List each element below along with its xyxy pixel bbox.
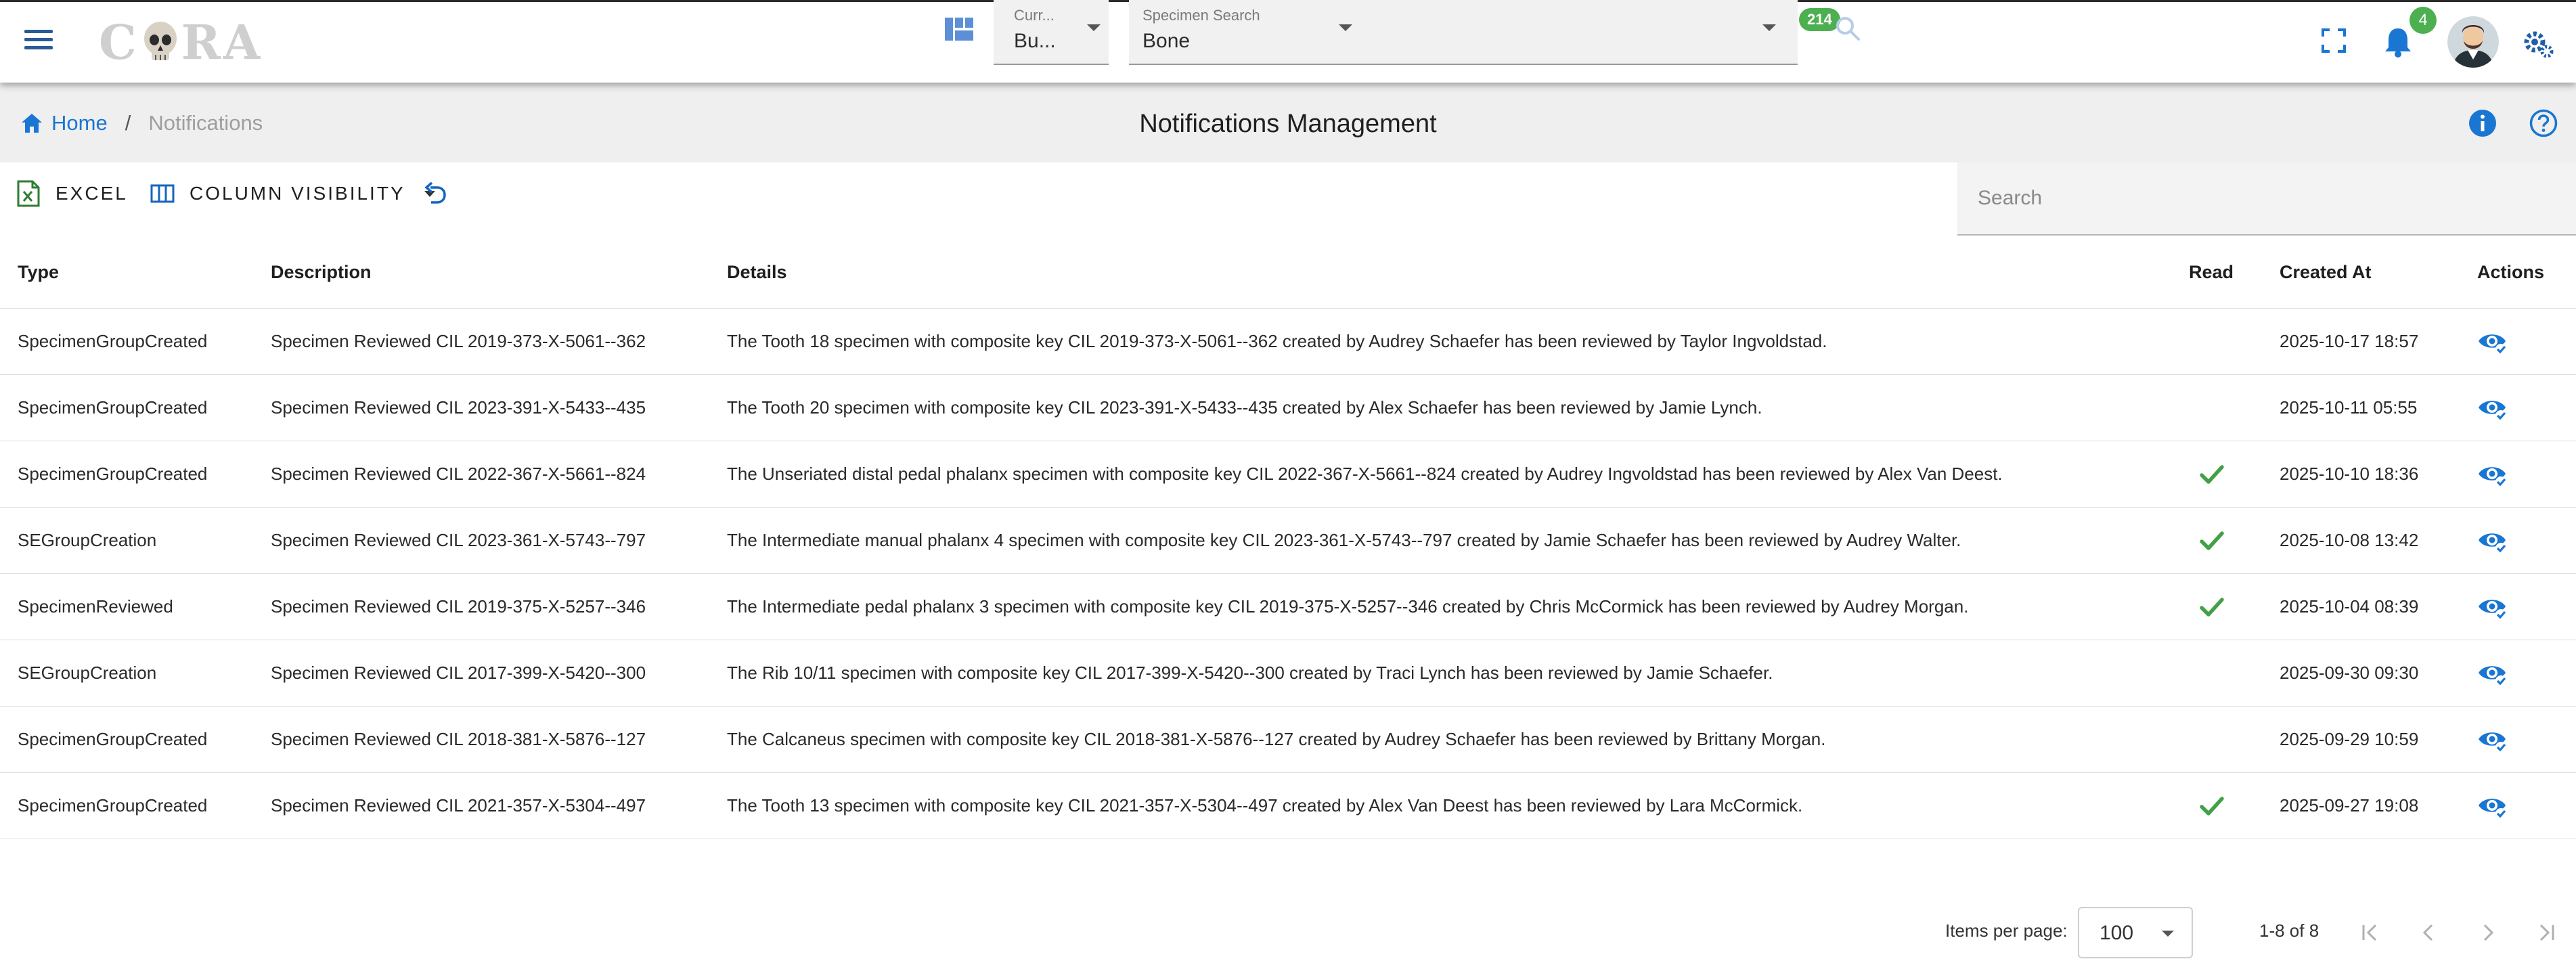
eye-icon[interactable] — [2477, 526, 2507, 556]
excel-export-label: EXCEL — [55, 183, 128, 204]
view-action-button[interactable] — [2477, 441, 2507, 507]
cell-type: SEGroupCreation — [18, 530, 157, 550]
breadcrumb-home-link[interactable] — [20, 111, 108, 135]
column-header-details[interactable]: Details — [727, 262, 787, 282]
info-icon[interactable] — [2468, 108, 2497, 138]
excel-export-button[interactable] — [16, 175, 128, 213]
chevron-down-icon — [1087, 24, 1101, 31]
cell-read — [2200, 508, 2224, 573]
eye-icon[interactable] — [2477, 460, 2507, 489]
paginator — [0, 906, 2576, 960]
avatar[interactable] — [2447, 16, 2499, 68]
cell-created-at: 2025-09-29 10:59 — [2280, 729, 2419, 749]
column-visibility-label: COLUMN VISIBILITY — [190, 183, 405, 204]
cell-created-at: 2025-10-08 13:42 — [2280, 530, 2419, 550]
table-row[interactable] — [0, 508, 2576, 574]
table-body — [0, 309, 2576, 839]
cell-read — [2200, 574, 2224, 640]
top-app-bar — [0, 0, 2576, 83]
page-range-label: 1-8 of 8 — [2259, 920, 2319, 941]
search-icon[interactable] — [1834, 15, 1861, 42]
current-selector[interactable] — [994, 0, 1109, 65]
column-header-read[interactable]: Read — [2189, 262, 2234, 282]
check-icon — [2200, 464, 2224, 485]
first-page-icon[interactable] — [2353, 915, 2388, 950]
columns-icon — [150, 184, 175, 203]
items-per-page-select[interactable] — [2078, 907, 2193, 958]
cell-details: The Intermediate manual phalanx 4 specimen with composite key CIL 2023-361-X-5743--797 created by Jamie Schaefer has been reviewed by Audrey Walter. — [727, 530, 1961, 550]
cell-description: Specimen Reviewed CIL 2018-381-X-5876--127 — [271, 729, 646, 749]
specimen-search-value: Bone — [1142, 30, 1191, 52]
dashboard-icon[interactable] — [945, 18, 973, 41]
gear-icon[interactable] — [2523, 27, 2554, 58]
cell-type: SpecimenGroupCreated — [18, 729, 208, 749]
cell-type: SEGroupCreation — [18, 663, 157, 683]
eye-icon[interactable] — [2477, 791, 2507, 821]
cell-read — [2200, 441, 2224, 507]
logo-letters: RA — [181, 14, 263, 70]
cell-type: SpecimenGroupCreated — [18, 397, 208, 418]
previous-page-icon[interactable] — [2411, 915, 2446, 950]
page-title: Notifications Management — [1139, 110, 1437, 138]
cell-description: Specimen Reviewed CIL 2019-373-X-5061--362 — [271, 331, 646, 351]
cell-created-at: 2025-10-17 18:57 — [2280, 331, 2419, 351]
cell-details: The Intermediate pedal phalanx 3 specimen with composite key CIL 2019-375-X-5257--346 created by Chris McCormick has been reviewed by Audrey Morgan. — [727, 596, 1969, 617]
skull-logo-icon — [141, 20, 180, 64]
table-row[interactable] — [0, 707, 2576, 773]
cell-details: The Tooth 18 specimen with composite key CIL 2019-373-X-5061--362 created by Audrey Schaefer has been reviewed by Taylor Ingvoldstad. — [727, 331, 1827, 351]
chevron-down-icon — [1762, 24, 1776, 31]
cell-description: Specimen Reviewed CIL 2019-375-X-5257--346 — [271, 596, 646, 617]
view-action-button[interactable] — [2477, 773, 2507, 839]
items-per-page-label: Items per page: — [1945, 920, 2068, 941]
cell-created-at: 2025-09-27 19:08 — [2280, 795, 2419, 816]
column-visibility-button[interactable] — [150, 175, 435, 213]
undo-icon — [422, 181, 448, 206]
bell-icon[interactable] — [2382, 26, 2414, 58]
cell-type: SpecimenReviewed — [18, 596, 173, 617]
items-per-page-value: 100 — [2100, 922, 2134, 944]
current-selector-value: Bu... — [1014, 30, 1056, 52]
table-row[interactable] — [0, 309, 2576, 375]
check-icon — [2200, 796, 2224, 816]
breadcrumb — [20, 111, 263, 135]
page-header — [0, 83, 2576, 162]
current-selector-label: Curr... — [1014, 7, 1054, 24]
next-page-icon[interactable] — [2470, 915, 2506, 950]
specimen-search-label: Specimen Search — [1142, 7, 1260, 24]
fullscreen-icon[interactable] — [2322, 28, 2346, 53]
cell-created-at: 2025-10-10 18:36 — [2280, 464, 2419, 484]
cell-details: The Rib 10/11 specimen with composite key CIL 2017-399-X-5420--300 created by Traci Lynch has been reviewed by Jamie Schaefer. — [727, 663, 1773, 683]
eye-icon[interactable] — [2477, 725, 2507, 755]
cell-created-at: 2025-10-04 08:39 — [2280, 596, 2419, 617]
column-header-description[interactable]: Description — [271, 262, 372, 282]
last-page-icon[interactable] — [2529, 915, 2564, 950]
excel-icon — [16, 179, 41, 208]
breadcrumb-home-label: Home — [51, 111, 108, 135]
table-row[interactable] — [0, 773, 2576, 839]
home-icon — [20, 112, 43, 134]
eye-icon[interactable] — [2477, 592, 2507, 622]
chevron-down-icon — [2162, 931, 2174, 937]
view-action-button[interactable] — [2477, 508, 2507, 573]
eye-icon[interactable] — [2477, 327, 2507, 357]
cell-type: SpecimenGroupCreated — [18, 331, 208, 351]
cell-type: SpecimenGroupCreated — [18, 795, 208, 816]
result-count-badge: 214 — [1799, 8, 1840, 31]
cell-created-at: 2025-09-30 09:30 — [2280, 663, 2419, 683]
column-header-actions: Actions — [2477, 262, 2545, 282]
cell-description: Specimen Reviewed CIL 2023-391-X-5433--435 — [271, 397, 646, 418]
table-header-row — [0, 237, 2576, 309]
notifications-table — [0, 237, 2576, 839]
table-row[interactable] — [0, 375, 2576, 441]
table-search-input[interactable] — [1957, 162, 2576, 234]
breadcrumb-current: Notifications — [148, 111, 263, 135]
column-header-type[interactable]: Type — [18, 262, 60, 282]
reset-button[interactable] — [422, 175, 448, 213]
cell-description: Specimen Reviewed CIL 2017-399-X-5420--300 — [271, 663, 646, 683]
logo-letter: C — [99, 14, 139, 70]
cell-read — [2200, 773, 2224, 839]
cell-details: The Tooth 20 specimen with composite key CIL 2023-391-X-5433--435 created by Alex Schaefer has been reviewed by Jamie Lynch. — [727, 397, 1762, 418]
chevron-down-icon — [1339, 24, 1352, 31]
table-toolbar — [0, 162, 2576, 237]
view-action-button[interactable] — [2477, 707, 2507, 772]
cell-details: The Tooth 13 specimen with composite key CIL 2021-357-X-5304--497 created by Alex Van Deest has been reviewed by Lara McCormick. — [727, 795, 1803, 816]
app-logo[interactable] — [99, 15, 263, 69]
user-avatar-icon — [2447, 16, 2499, 68]
table-row[interactable] — [0, 574, 2576, 640]
help-icon[interactable] — [2529, 108, 2558, 138]
cell-details: The Unseriated distal pedal phalanx specimen with composite key CIL 2022-367-X-5661--824 created by Audrey Ingvoldstad has been reviewed by Alex Van Deest. — [727, 464, 2003, 484]
cell-description: Specimen Reviewed CIL 2022-367-X-5661--824 — [271, 464, 646, 484]
eye-icon[interactable] — [2477, 659, 2507, 688]
eye-icon[interactable] — [2477, 393, 2507, 423]
view-action-button[interactable] — [2477, 309, 2507, 374]
table-row[interactable] — [0, 640, 2576, 707]
view-action-button[interactable] — [2477, 640, 2507, 706]
breadcrumb-separator: / — [125, 111, 131, 135]
cell-created-at: 2025-10-11 05:55 — [2280, 397, 2418, 418]
check-icon — [2200, 531, 2224, 551]
check-icon — [2200, 597, 2224, 617]
table-search-field[interactable] — [1957, 162, 2576, 236]
cell-description: Specimen Reviewed CIL 2021-357-X-5304--497 — [271, 795, 646, 816]
table-row[interactable] — [0, 441, 2576, 508]
column-header-created-at[interactable]: Created At — [2280, 262, 2372, 282]
cell-details: The Calcaneus specimen with composite key CIL 2018-381-X-5876--127 created by Audrey Schaefer has been reviewed by Brittany Morgan. — [727, 729, 1826, 749]
cell-description: Specimen Reviewed CIL 2023-361-X-5743--797 — [271, 530, 646, 550]
specimen-search-select[interactable] — [1129, 0, 1798, 65]
cell-type: SpecimenGroupCreated — [18, 464, 208, 484]
view-action-button[interactable] — [2477, 574, 2507, 640]
notification-count-badge: 4 — [2410, 7, 2437, 34]
menu-icon[interactable] — [22, 26, 55, 57]
view-action-button[interactable] — [2477, 375, 2507, 441]
